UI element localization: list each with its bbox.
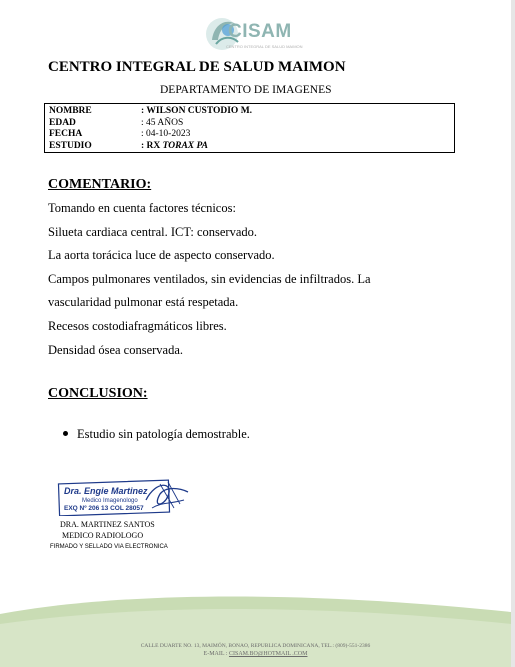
doctor-name: DRA. MARTINEZ SANTOS bbox=[60, 520, 155, 529]
patient-date-value: : 04-10-2023 bbox=[141, 129, 191, 139]
organization-title: CENTRO INTEGRAL DE SALUD MAIMON bbox=[48, 59, 346, 75]
patient-study-value bbox=[141, 141, 208, 153]
footer-address: CALLE DUARTE NO. 13, MAIMÓN, BONAO, REPUBLICA DOMINICANA, TEL.: (809)-551-2386 bbox=[140, 643, 371, 649]
bullet-icon bbox=[63, 431, 68, 436]
patient-row-study bbox=[49, 141, 454, 153]
comment-title: COMENTARIO: bbox=[48, 177, 152, 192]
stamp-doctor-name: Dra. Engie Martinez bbox=[64, 486, 148, 496]
study-prefix: : RX bbox=[141, 140, 163, 151]
conclusion-item-text: Estudio sin patología demostrable. bbox=[77, 427, 250, 441]
page-edge bbox=[511, 0, 515, 667]
comment-body bbox=[48, 200, 428, 365]
cisam-logo bbox=[198, 8, 314, 54]
patient-age-value: : 45 AÑOS bbox=[141, 117, 184, 128]
footer-email-link[interactable]: CISAM.BO@HOTMAIL .COM bbox=[228, 651, 308, 657]
footer-email-label: E-MAIL : bbox=[203, 651, 229, 657]
stamp-doctor-role: Medico Imagenologo bbox=[82, 498, 138, 504]
patient-row-date bbox=[49, 129, 454, 141]
patient-name-value: : WILSON CUSTODIO M. bbox=[141, 106, 253, 116]
comment-line: vascularidad pulmonar está respetada. bbox=[48, 295, 239, 310]
patient-date-label: FECHA bbox=[49, 129, 83, 139]
patient-info-box bbox=[44, 103, 455, 153]
conclusion-title: CONCLUSION: bbox=[48, 386, 148, 401]
logo-subtitle: CENTRO INTEGRAL DE SALUD MAIMON bbox=[226, 44, 303, 49]
conclusion-item bbox=[63, 427, 250, 442]
comment-line: Silueta cardiaca central. ICT: conservado. bbox=[48, 224, 258, 239]
footer-email-line bbox=[0, 651, 511, 657]
doctor-title: MEDICO RADIOLOGO bbox=[62, 531, 144, 540]
signature-stamp bbox=[56, 478, 192, 516]
signed-note: FIRMADO Y SELLADO VIA ELECTRONICA bbox=[50, 544, 168, 550]
department-title: DEPARTAMENTO DE IMAGENES bbox=[160, 84, 332, 96]
comment-line: Tomando en cuenta factores técnicos: bbox=[48, 201, 236, 215]
comment-line: Campos pulmonares ventilados, sin evidencias de infiltrados. La bbox=[48, 271, 371, 286]
logo-name: CISAM bbox=[228, 21, 292, 42]
patient-row-name bbox=[49, 106, 454, 118]
patient-row-age bbox=[49, 118, 454, 130]
study-name: TORAX PA bbox=[162, 140, 208, 151]
patient-study-label: ESTUDIO bbox=[49, 140, 92, 151]
comment-line: Densidad ósea conservada. bbox=[48, 342, 184, 357]
stamp-exequatur: EXQ Nº 206 13 COL 28057 bbox=[64, 505, 144, 512]
patient-age-label: EDAD bbox=[49, 117, 76, 128]
comment-line: Recesos costodiafragmáticos libres. bbox=[48, 318, 227, 333]
patient-name-label: NOMBRE bbox=[49, 106, 92, 116]
comment-line: La aorta torácica luce de aspecto conservado. bbox=[48, 248, 275, 263]
